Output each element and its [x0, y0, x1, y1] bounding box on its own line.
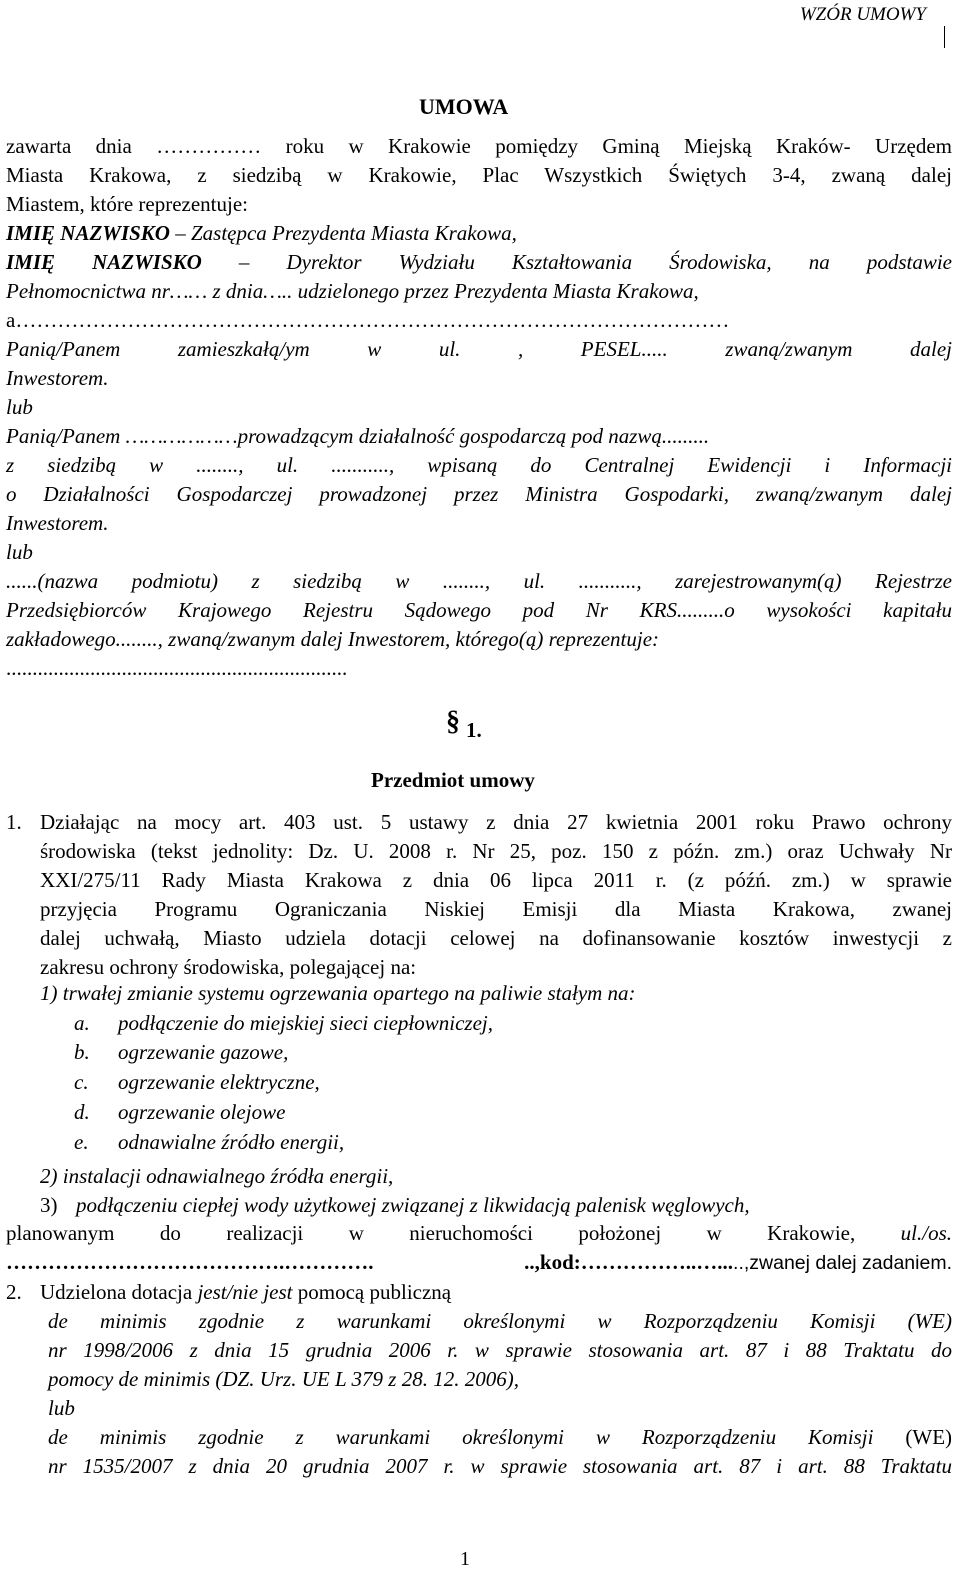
para2-line-2: de minimis zgodnie z warunkami określonymi w Rozporządzeniu Komisji (WE) — [48, 1309, 952, 1333]
para1-line-1: Działając na mocy art. 403 ust. 5 ustawy z dnia 27 kwietnia 2001 roku Prawo ochrony — [40, 810, 952, 834]
subitem-b-letter: b. — [74, 1040, 90, 1064]
regulation-ref: (WE) — [905, 1425, 953, 1449]
business-line-3: o Działalności Gospodarczej prowadzonej przez Ministra Gospodarki, zwaną/zwanym dalej — [6, 482, 952, 506]
intro-line-1 — [6, 134, 952, 158]
header-cursor-mark — [944, 26, 945, 48]
subitem-a-text: podłączenie do miejskiej sieci ciepłowniczej, — [118, 1011, 493, 1035]
investor-label-2: Inwestorem. — [6, 511, 109, 535]
representative-name: IMIĘ NAZWISKO — [6, 221, 170, 245]
subitem-e-text: odnawialne źródło energii, — [118, 1130, 345, 1154]
address-blank: ………………………………….…………. — [6, 1250, 374, 1274]
or-label-2: lub — [6, 540, 33, 564]
subitem-d-letter: d. — [74, 1100, 90, 1124]
postcode-label: ..,kod: — [524, 1250, 581, 1274]
subitem-e-letter: e. — [74, 1130, 89, 1154]
list-item-3-text: podłączeniu ciepłej wody użytkowej związanej z likwidacją palenisk węglowych, — [76, 1193, 750, 1217]
grant-text: pomocą publiczną — [297, 1280, 452, 1304]
task-label: ..,zwanej dalej zadaniem. — [733, 1252, 952, 1274]
investor-title: Panią/Panem — [6, 424, 121, 448]
public-aid-choice: jest/nie jest — [197, 1280, 293, 1304]
address-line — [6, 1250, 952, 1275]
business-line-2: z siedzibą w ........, ul. ..........., wpisaną do Centralnej Ewidencji i Informacji — [6, 453, 952, 477]
subitem-c-letter: c. — [74, 1070, 89, 1094]
pesel-label: , PESEL..... zwaną/zwanym dalej — [517, 337, 952, 361]
intro-line-2: Miasta Krakowa, z siedzibą w Krakowie, Plac Wszystkich Świętych 3-4, zwaną dalej — [6, 163, 952, 187]
poa-number: Pełnomocnictwa nr…… — [6, 279, 208, 303]
grant-text: Udzielona dotacja — [40, 1280, 193, 1304]
para1-line-4: przyjęcia Programu Ograniczania Niskiej Emisji dla Miasta Krakowa, zwanej — [40, 897, 952, 921]
business-name-blank: ………………prowadzącym działalność gospodarczą pod nazwą......... — [125, 424, 710, 448]
document-title: UMOWA — [419, 94, 509, 119]
investor-person-line — [6, 337, 952, 361]
company-line-3: zakładowego........, zwaną/zwanym dalej Inwestorem, którego(ą) reprezentuje: — [6, 627, 660, 651]
para2-line-6 — [48, 1425, 952, 1449]
company-line-2: Przedsiębiorców Krajowego Rejestru Sądowego pod Nr KRS.........o wysokości kapitału — [6, 598, 952, 622]
para1-line-3: XXI/275/11 Rady Miasta Krakowa z dnia 06 lipca 2011 r. (z późń. zm.) w sprawie — [40, 868, 952, 892]
subitem-d-text: ogrzewanie olejowe — [118, 1100, 286, 1124]
date-blank: …………… — [156, 134, 262, 158]
list-item-3-number: 3) — [40, 1193, 58, 1217]
company-line-1: ......(nazwa podmiotu) z siedzibą w ........, ul. ..........., zarejestrowanym(ą) Rejestrze — [6, 569, 952, 593]
intro-text: roku w Krakowie pomiędzy Gminą Miejską Kraków- Urzędem — [285, 134, 952, 158]
regulation-text: de minimis zgodnie z warunkami określonymi w Rozporządzeniu Komisji — [48, 1425, 874, 1449]
para1-line-5: dalej uchwałą, Miasto udziela dotacji celowej na dofinansowanie kosztów inwestycji z — [40, 926, 952, 950]
intro-text: zawarta dnia — [6, 134, 132, 158]
postcode-group — [524, 1250, 952, 1275]
para1-line-2: środowiska (tekst jednolity: Dz. U. 2008 r. Nr 25, poz. 150 z późn. zm.) oraz Uchwały Nr — [40, 839, 952, 863]
representative-1 — [6, 221, 952, 245]
para1-line-6: zakresu ochrony środowiska, polegającej na: — [40, 955, 417, 979]
para2-or-label: lub — [48, 1396, 75, 1420]
or-label-1: lub — [6, 395, 33, 419]
business-line-1 — [6, 424, 952, 448]
para2-line-1 — [40, 1280, 451, 1304]
representative-role: – Zastępca Prezydenta Miasta Krakowa, — [169, 221, 517, 245]
street-label: ul./os. — [900, 1221, 953, 1245]
para2-number: 2. — [6, 1280, 22, 1304]
representative-2 — [6, 250, 952, 274]
poa-text: udzielonego przez Prezydenta Miasta Krakowa, — [297, 279, 699, 303]
section-heading: Przedmiot umowy — [371, 768, 535, 792]
list-item-2: 2) instalacji odnawialnego źródła energii, — [40, 1164, 394, 1188]
subitem-b-text: ogrzewanie gazowe, — [118, 1040, 289, 1064]
subitem-c-text: ogrzewanie elektryczne, — [118, 1070, 320, 1094]
representative-name: IMIĘ NAZWISKO — [6, 250, 202, 274]
section-number: 1. — [466, 718, 482, 742]
para2-line-4: pomocy de minimis (DZ. Urz. UE L 379 z 28. 12. 2006), — [48, 1367, 519, 1391]
section-symbol: § — [446, 706, 460, 737]
list-item-1: 1) trwałej zmianie systemu ogrzewania opartego na paliwie stałym na: — [40, 981, 636, 1005]
postcode-blank: ……………..…... — [580, 1250, 734, 1274]
para2-line-3: nr 1998/2006 z dnia 15 grudnia 2006 r. w sprawie stosowania art. 87 i 88 Traktatu do — [48, 1338, 952, 1362]
representative-blank: ................................................................. — [6, 656, 348, 680]
intro-line-3: Miastem, które reprezentuje: — [6, 192, 248, 216]
planned-location-line — [6, 1221, 952, 1245]
street-label: ul. — [438, 337, 461, 361]
party-blank-line: a………………………………………………………………………………………… — [6, 308, 730, 332]
representative-role: – Dyrektor Wydziału Kształtowania Środowiska, na podstawie — [238, 250, 952, 274]
investor-label-1: Inwestorem. — [6, 366, 109, 390]
location-text: planowanym do realizacji w nieruchomości położonej w Krakowie, — [6, 1221, 856, 1245]
template-label: WZÓR UMOWY — [799, 4, 926, 25]
poa-date: z dnia….. — [212, 279, 293, 303]
power-of-attorney-line — [6, 279, 952, 303]
investor-title: Panią/Panem — [6, 337, 121, 361]
page-number: 1 — [460, 1548, 470, 1570]
para1-number: 1. — [6, 810, 22, 834]
residence-label: zamieszkałą/ym w — [177, 337, 382, 361]
subitem-a-letter: a. — [74, 1011, 90, 1035]
para2-line-7: nr 1535/2007 z dnia 20 grudnia 2007 r. w sprawie stosowania art. 87 i art. 88 Traktatu — [48, 1454, 952, 1478]
